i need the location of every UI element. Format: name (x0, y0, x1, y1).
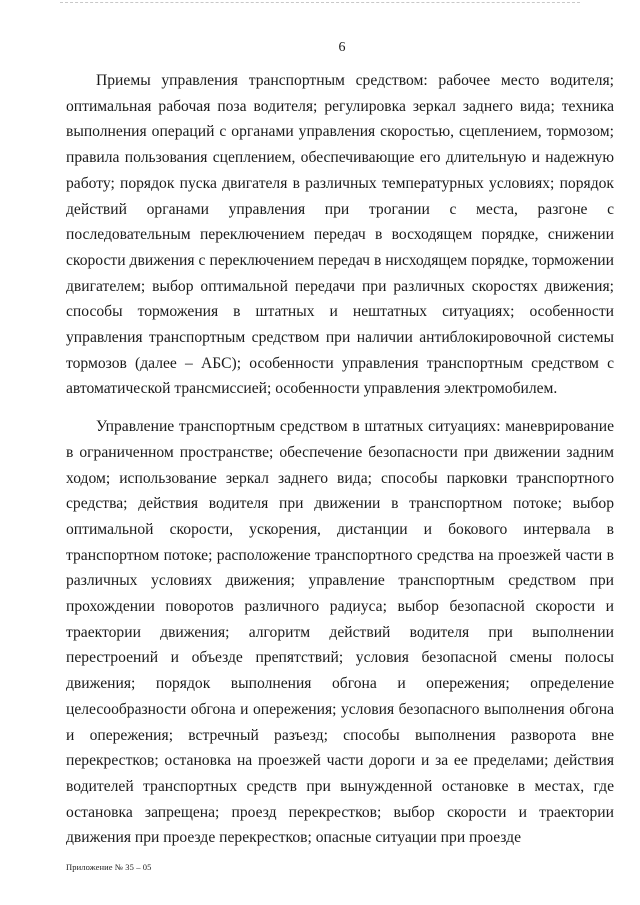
appendix-footer: Приложение № 35 – 05 (66, 862, 152, 872)
scan-edge-line (60, 2, 580, 3)
page-number: 6 (338, 40, 346, 55)
body-text (66, 68, 614, 851)
paragraph-control-techniques: Приемы управления транспортным средством: рабочее место водителя; оптимальная рабочая поза водителя; регулировка зеркал заднего вида; техника выполнения операций с органами управления скоростью, сцеплением, тормозом; правила пользования сцеплением, обеспечивающие его длительную и надежную работу; порядок пуска двигателя в различных температурных условиях; порядок действий органами управления при трогании с места, разгоне с последовательным переключением передач в восходящем порядке, снижении скорости движения с переключением передач в нисходящем порядке, торможении двигателем; выбор оптимальной передачи при различных скоростях движения; способы торможения в штатных и нештатных ситуациях; особенности управления транспортным средством при наличии антиблокировочной системы тормозов (далее – АБС); особенности управления транспортным средством с автоматической трансмиссией; особенности управления электромобилем. (66, 72, 614, 398)
paragraph-regular-situations: Управление транспортным средством в штатных ситуациях: маневрирование в ограниченном пространстве; обеспечение безопасности при движении задним ходом; использование зеркал заднего вида; способы парковки транспортного средства; действия водителя при движении в транспортном потоке; выбор оптимальной скорости, ускорения, дистанции и бокового интервала в транспортном потоке; расположение транспортного средства на проезжей части в различных условиях движения; управление транспортным средством при прохождении поворотов различного радиуса; выбор безопасной скорости и траектории движения; алгоритм действий водителя при выполнении перестроений и объезде препятствий; условия безопасной смены полосы движения; порядок выполнения обгона и опережения; определение целесообразности обгона и опережения; условия безопасного выполнения обгона и опережения; встречный разъезд; способы выполнения разворота вне перекрестков; остановка на проезжей части дороги и за ее пределами; действия водителей транспортных средств при вынужденной остановке в местах, где остановка запрещена; проезд перекрестков; выбор скорости и траектории движения при проезде перекрестков; опасные ситуации при проезде (66, 418, 614, 847)
